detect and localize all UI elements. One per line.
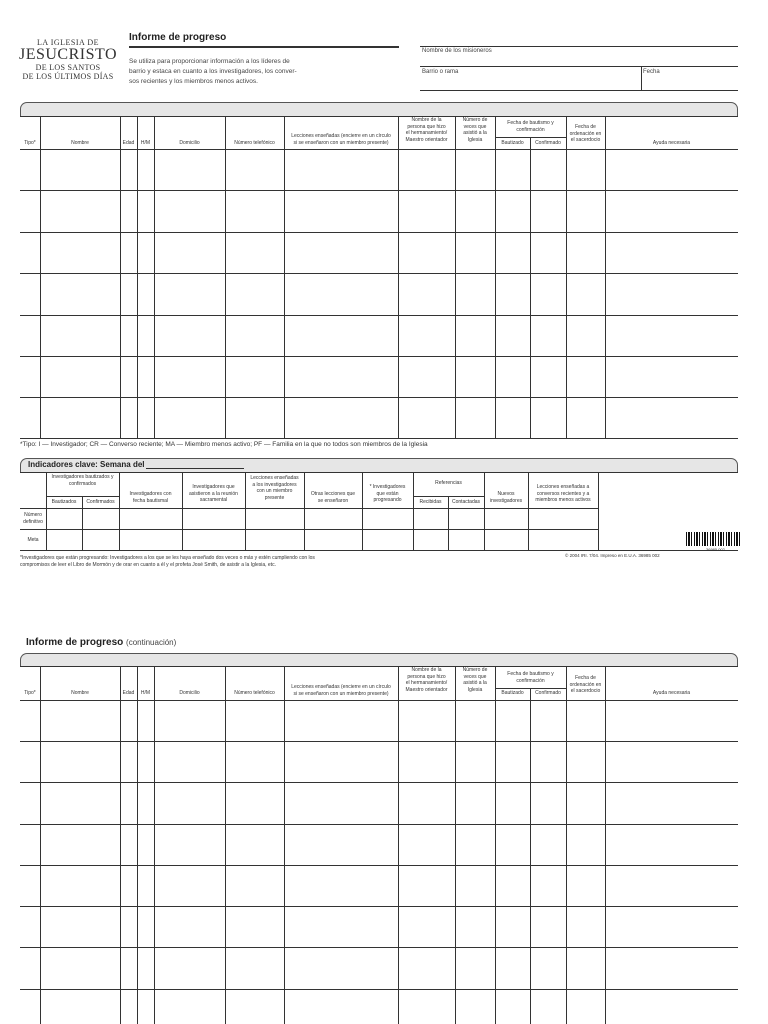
table-row-line	[20, 397, 738, 398]
column-divider	[137, 116, 138, 438]
cont-header-ordenacion	[566, 675, 605, 695]
cont-table-row-line	[20, 824, 738, 825]
kpi-header-nuevos	[484, 491, 528, 504]
header-ordenacion	[566, 124, 605, 144]
header-persona-line: Maestro orientador	[405, 136, 448, 143]
cont-header-ordenacion-line: ordenación en	[569, 681, 602, 688]
cont-header-lecciones	[284, 684, 398, 697]
kpi-header-miembro	[245, 475, 304, 501]
description-line: sos recientes y los miembros menos activos.	[129, 78, 258, 85]
kpi-header-line: * Investigadores	[369, 484, 406, 490]
header-veces-line: veces que	[463, 123, 487, 130]
cont-column-divider	[154, 666, 155, 1024]
cont-header-ordenacion-line: el sacerdocio	[570, 688, 601, 694]
title-rule	[129, 46, 399, 48]
cont-header-persona	[398, 667, 455, 693]
cont-table-top-line	[20, 666, 738, 667]
form-title: Informe de progreso	[129, 32, 227, 43]
kpi-row-numero	[20, 512, 46, 525]
header-bautismo	[495, 120, 566, 133]
indicators-top-line	[20, 472, 738, 473]
kpi-header-line: con un miembro	[256, 488, 293, 494]
indicators-column-divider	[484, 472, 485, 550]
barcode	[686, 532, 742, 546]
kpi-header-line: Otras lecciones que	[310, 491, 356, 497]
cont-header-hm: H/M	[140, 690, 151, 696]
cont-column-divider	[530, 688, 531, 1024]
cont-column-divider	[398, 666, 399, 1024]
cont-header-persona-line: Maestro orientador	[405, 686, 448, 693]
header-hm: H/M	[140, 140, 151, 146]
header-bautizado: Bautizado	[501, 140, 524, 146]
kpi-header-confirmados-sub: Confirmados	[86, 499, 115, 505]
table-top-line	[20, 116, 738, 117]
week-field-line[interactable]	[146, 468, 244, 469]
table-row-line	[20, 273, 738, 274]
header-ordenacion-line: Fecha de	[575, 124, 596, 130]
cont-header-edad: Edad	[122, 690, 135, 696]
cont-header-lecciones-line: Lecciones enseñadas (encierre en un círculo	[291, 684, 391, 690]
date-field-divider	[641, 66, 642, 90]
continuation-subtitle: (continuación)	[126, 638, 177, 647]
header-confirmado: Confirmado	[535, 140, 561, 146]
header-edad: Edad	[122, 140, 135, 146]
indicators-column-divider	[598, 472, 599, 550]
cont-column-divider	[605, 666, 606, 1024]
header-ordenacion-line: el sacerdocio	[570, 137, 601, 143]
cont-column-divider	[225, 666, 226, 1024]
cont-header-bautizado: Bautizado	[501, 690, 524, 696]
continuation-heading	[26, 637, 176, 648]
footnote-line: compromisos de leer el Libro de Mormón y de orar en cuanto a él y el profeta José Smith, de asistir a la Iglesia, etc.	[20, 562, 276, 568]
cont-header-ordenacion-line: Fecha de	[575, 675, 596, 681]
logo-line-3: DE LOS SANTOS	[35, 63, 101, 72]
kpi-header-line: Lecciones enseñadas	[250, 475, 299, 481]
kpi-header-line: progresando	[373, 497, 402, 503]
logo-line-1: LA IGLESIA DE	[36, 38, 100, 47]
column-divider	[120, 116, 121, 438]
header-lecciones	[284, 133, 398, 146]
kpi-header-line: Investigadores que	[192, 484, 235, 490]
cont-header-persona-line: persona que hizo	[407, 673, 446, 680]
indicators-header-bottom	[20, 508, 598, 509]
column-divider	[566, 116, 567, 438]
cont-header-confirmado: Confirmado	[535, 690, 561, 696]
continuation-title: Informe de progreso	[26, 637, 124, 648]
header-veces-line: Iglesia	[467, 136, 483, 143]
header-bautismo-line: confirmación	[516, 126, 545, 133]
cont-table-row-line	[20, 782, 738, 783]
table-tab-bar	[20, 102, 738, 116]
cont-header-veces-line: veces que	[463, 673, 487, 680]
indicators-bottom-line	[20, 550, 738, 551]
cont-header-veces-line: Iglesia	[467, 686, 483, 693]
kpi-header-conversos	[528, 484, 598, 504]
cont-table-row-line	[20, 947, 738, 948]
kpi-header-line: que están	[376, 490, 399, 497]
kpi-header-line: Lecciones enseñadas a	[536, 484, 590, 490]
indicators-column-divider	[119, 472, 120, 550]
copyright-notice: © 2004 IRI. 7/04. Impreso en E.U.A. 36985 002	[565, 553, 660, 558]
column-divider	[154, 116, 155, 438]
date-field-label: Fecha	[643, 69, 660, 75]
kpi-header-progresando	[362, 484, 413, 504]
kpi-header-line: Investigadores bautizados y	[51, 474, 114, 480]
kpi-header-line: investigadores	[489, 497, 523, 504]
table-header-bottom	[20, 149, 738, 150]
indicators-row-line	[20, 529, 598, 530]
cont-header-bautismo-line: Fecha de bautismo y	[507, 671, 554, 677]
cont-header-lecciones-line: si se enseñaron con un miembro presente)	[293, 690, 389, 697]
table-row-line	[20, 315, 738, 316]
cont-header-persona-line: el hermanamiento/	[405, 680, 448, 686]
cont-table-row-line	[20, 989, 738, 990]
cont-column-divider	[566, 666, 567, 1024]
header-veces-line: asistió a la	[463, 130, 487, 136]
kpi-header-line: fecha bautismal	[132, 497, 169, 504]
cont-header-persona-line: Nombre de la	[411, 667, 442, 673]
cont-header-veces-line: Número de	[462, 667, 488, 673]
cont-header-nombre: Nombre	[71, 690, 89, 696]
cont-header-veces	[455, 667, 495, 693]
description-line: barrio y estaca en cuanto a los investigadores, los conver-	[129, 68, 297, 75]
header-tipo: Tipo*	[24, 140, 36, 146]
header-lecciones-line: Lecciones enseñadas (encierre en un círculo	[291, 133, 391, 139]
table-row-line	[20, 232, 738, 233]
header-veces-line: Número de	[462, 117, 488, 123]
kpi-header-line: Nuevos	[497, 491, 515, 497]
header-persona-line: el hermanamiento/	[405, 130, 448, 136]
kpi-header-line: confirmados	[68, 480, 97, 487]
indicators-column-divider	[304, 472, 305, 550]
column-divider	[225, 116, 226, 438]
header-ayuda: Ayuda necesaria	[652, 140, 691, 146]
cont-header-ayuda: Ayuda necesaria	[652, 690, 691, 696]
cont-column-divider	[40, 666, 41, 1024]
cont-header-domicilio: Domicilio	[179, 690, 200, 696]
logo-line-4: DE LOS ÚLTIMOS DÍAS	[22, 72, 114, 81]
kpi-row-meta: Meta	[27, 537, 39, 543]
tipo-footnote: *Tipo: I — Investigador; CR — Converso reciente; MA — Miembro menos activo; PF — Familia en la que no todos son miembros de la Iglesia	[20, 441, 428, 448]
header-persona-line: persona que hizo	[407, 123, 446, 130]
header-persona	[398, 117, 455, 143]
cont-header-telefono: Número telefónico	[234, 690, 275, 696]
kpi-row-label-line: Número	[24, 512, 42, 518]
indicators-title: Indicadores clave: Semana del	[28, 460, 145, 469]
column-divider	[455, 116, 456, 438]
missionaries-field-label: Nombre de los misioneros	[422, 48, 492, 54]
cont-column-divider	[120, 666, 121, 1024]
header-nombre: Nombre	[71, 140, 89, 146]
ward-field-line[interactable]	[420, 90, 738, 91]
column-divider	[398, 116, 399, 438]
kpi-header-line: sacramental	[199, 497, 228, 503]
barcode-label: 36985 002	[706, 547, 725, 552]
kpi-header-contactadas: Contactadas	[451, 499, 481, 505]
cont-column-divider	[455, 666, 456, 1024]
kpi-header-line: miembros menos activos	[535, 497, 591, 503]
cont-column-divider	[137, 666, 138, 1024]
header-ordenacion-line: ordenación en	[569, 130, 602, 137]
kpi-row-label-line: definitivo	[23, 518, 43, 525]
cont-table-row-line	[20, 741, 738, 742]
column-divider	[495, 116, 496, 438]
kpi-header-reunion	[182, 484, 245, 504]
cont-header-bautismo	[495, 671, 566, 684]
footnote-line: *Investigadores que están progresando: Investigadores a los que se les haya enseñado dos veces o más y estén cumpliendo con los	[20, 555, 315, 561]
logo-line-2: JESUCRISTO	[18, 46, 118, 63]
header-domicilio: Domicilio	[179, 140, 200, 146]
column-divider	[40, 116, 41, 438]
church-logo	[18, 38, 118, 81]
kpi-header-line: Investigadores con	[129, 491, 172, 497]
cont-table-row-line	[20, 865, 738, 866]
kpi-header-bautizados-sub: Bautizados	[51, 499, 77, 505]
header-lecciones-line: si se enseñaron con un miembro presente)	[293, 139, 389, 146]
kpi-header-bautizados	[46, 474, 119, 487]
kpi-header-referencias: Referencias	[435, 480, 462, 486]
cont-table-row-line	[20, 906, 738, 907]
cont-header-tipo: Tipo*	[24, 690, 36, 696]
cont-column-divider	[495, 666, 496, 1024]
cont-column-divider	[284, 666, 285, 1024]
cont-header-bautismo-line: confirmación	[516, 677, 545, 684]
kpi-header-line: a los investigadores	[252, 481, 297, 488]
cont-header-veces-line: asistió a la	[463, 680, 487, 686]
kpi-header-line: asistieron a la reunión	[189, 490, 238, 497]
description-line: Se utiliza para proporcionar información a los líderes de	[129, 58, 290, 65]
header-bautismo-line: Fecha de bautismo y	[507, 120, 554, 126]
continuation-tab-bar	[20, 653, 738, 667]
kpi-header-line: presente	[264, 494, 285, 501]
kpi-header-line: se enseñaron	[317, 497, 349, 504]
kpi-header-line: conversos recientes y a	[536, 490, 590, 497]
column-divider	[284, 116, 285, 438]
form-description	[129, 57, 297, 87]
missionaries-field-top	[420, 46, 738, 47]
table-row-line	[20, 190, 738, 191]
header-telefono: Número telefónico	[234, 140, 275, 146]
kpi-header-recibidas: Recibidas	[419, 499, 442, 505]
kpi-header-fecha	[119, 491, 182, 504]
header-persona-line: Nombre de la	[411, 117, 442, 123]
header-veces	[455, 117, 495, 143]
ward-field-label: Barrio o rama	[422, 69, 459, 75]
kpi-header-otras	[304, 491, 362, 504]
table-row-line	[20, 356, 738, 357]
progresando-footnote	[20, 555, 315, 569]
table-bottom-line	[20, 438, 738, 439]
missionaries-field-line[interactable]	[420, 66, 738, 67]
column-divider	[530, 137, 531, 438]
column-divider	[605, 116, 606, 438]
cont-table-header-bottom	[20, 700, 738, 701]
